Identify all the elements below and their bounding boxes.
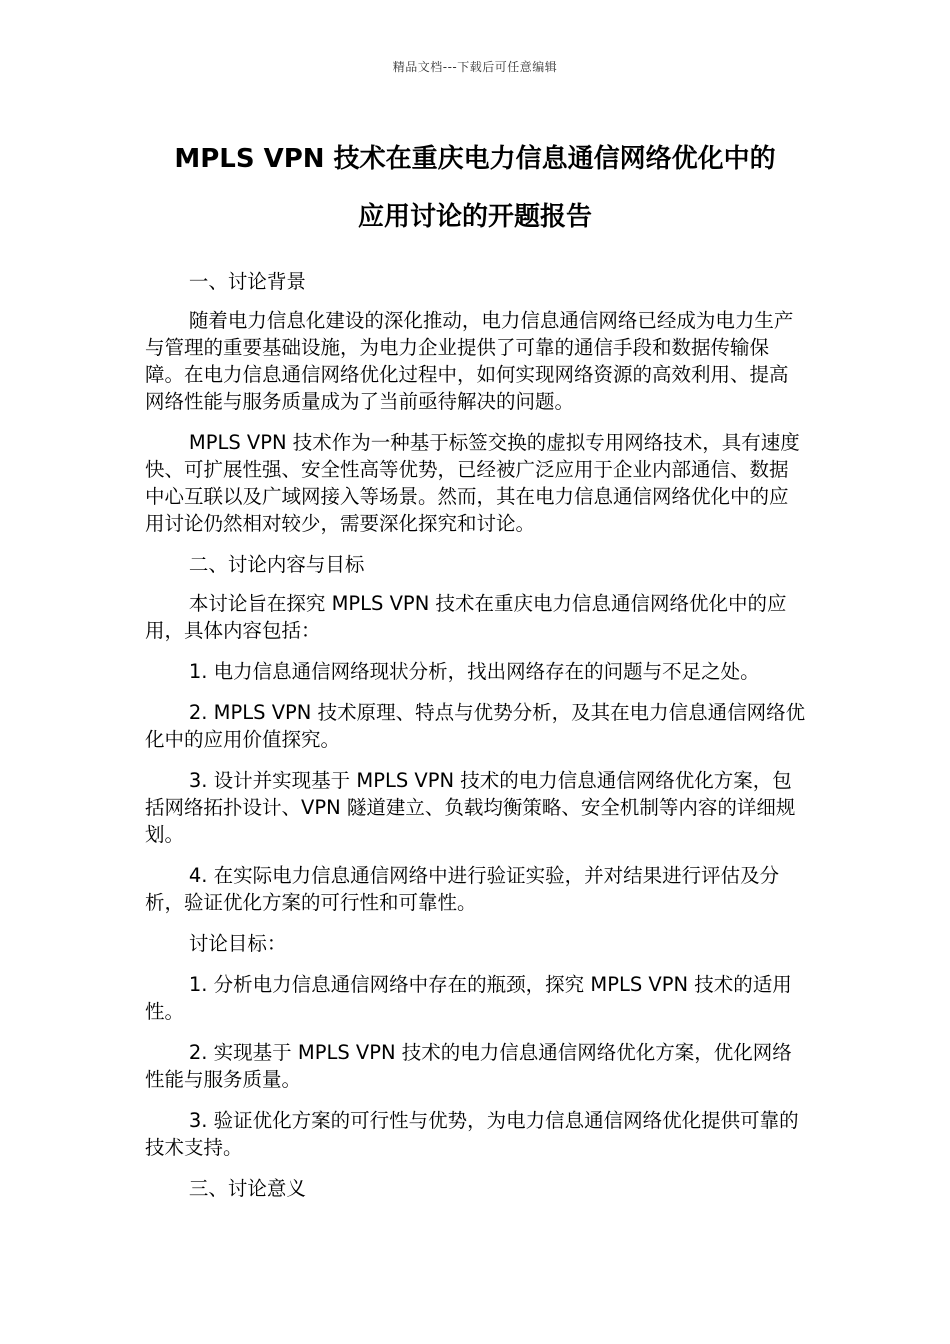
document-title-line-1: MPLS VPN 技术在重庆电力信息通信网络优化中的 xyxy=(174,144,776,174)
paragraph: 随着电力信息化建设的深化推动，电力信息通信网络已经成为电力生产与管理的重要基础设施，为电力企业提供了可靠的通信手段和数据传输保障。在电力信息通信网络优化过程中，如何实现网络资源的高效利用、提高网络性能与服务质量成为了当前亟待解决的问题。 xyxy=(145,309,794,413)
list-item: 2. MPLS VPN 技术原理、特点与优势分析，及其在电力信息通信网络优化中的应用价值探究。 xyxy=(145,701,806,751)
section-heading-content-goals: 二、讨论内容与目标 xyxy=(188,553,365,576)
goals-label: 讨论目标： xyxy=(188,932,287,955)
paragraph: MPLS VPN 技术作为一种基于标签交换的虚拟专用网络技术，具有速度快、可扩展性强、安全性高等优势，已经被广泛应用于企业内部通信、数据中心互联以及广域网接入等场景。然而，其在电力信息通信网络优化中的应用讨论仍然相对较少，需要深化探究和讨论。 xyxy=(145,431,800,535)
document-title-line-2: 应用讨论的开题报告 xyxy=(357,202,592,232)
document-body xyxy=(145,268,807,1214)
list-item: 4. 在实际电力信息通信网络中进行验证实验，并对结果进行评估及分析，验证优化方案的可行性和可靠性。 xyxy=(145,864,780,914)
paragraph: 本讨论旨在探究 MPLS VPN 技术在重庆电力信息通信网络优化中的应用，具体内容包括： xyxy=(145,592,787,642)
list-item: 1. 电力信息通信网络现状分析，找出网络存在的问题与不足之处。 xyxy=(188,660,760,683)
list-item: 3. 验证优化方案的可行性与优势，为电力信息通信网络优化提供可靠的技术支持。 xyxy=(145,1109,799,1159)
list-item: 3. 设计并实现基于 MPLS VPN 技术的电力信息通信网络优化方案，包括网络拓扑设计、VPN 隧道建立、负载均衡策略、安全机制等内容的详细规划。 xyxy=(145,769,796,846)
list-item: 2. 实现基于 MPLS VPN 技术的电力信息通信网络优化方案，优化网络性能与服务质量。 xyxy=(145,1041,792,1091)
section-heading-significance: 三、讨论意义 xyxy=(188,1177,306,1200)
header-note: 精品文档---下载后可任意编辑 xyxy=(392,60,558,74)
section-heading-background: 一、讨论背景 xyxy=(188,270,306,293)
list-item: 1. 分析电力信息通信网络中存在的瓶颈，探究 MPLS VPN 技术的适用性。 xyxy=(145,973,792,1023)
